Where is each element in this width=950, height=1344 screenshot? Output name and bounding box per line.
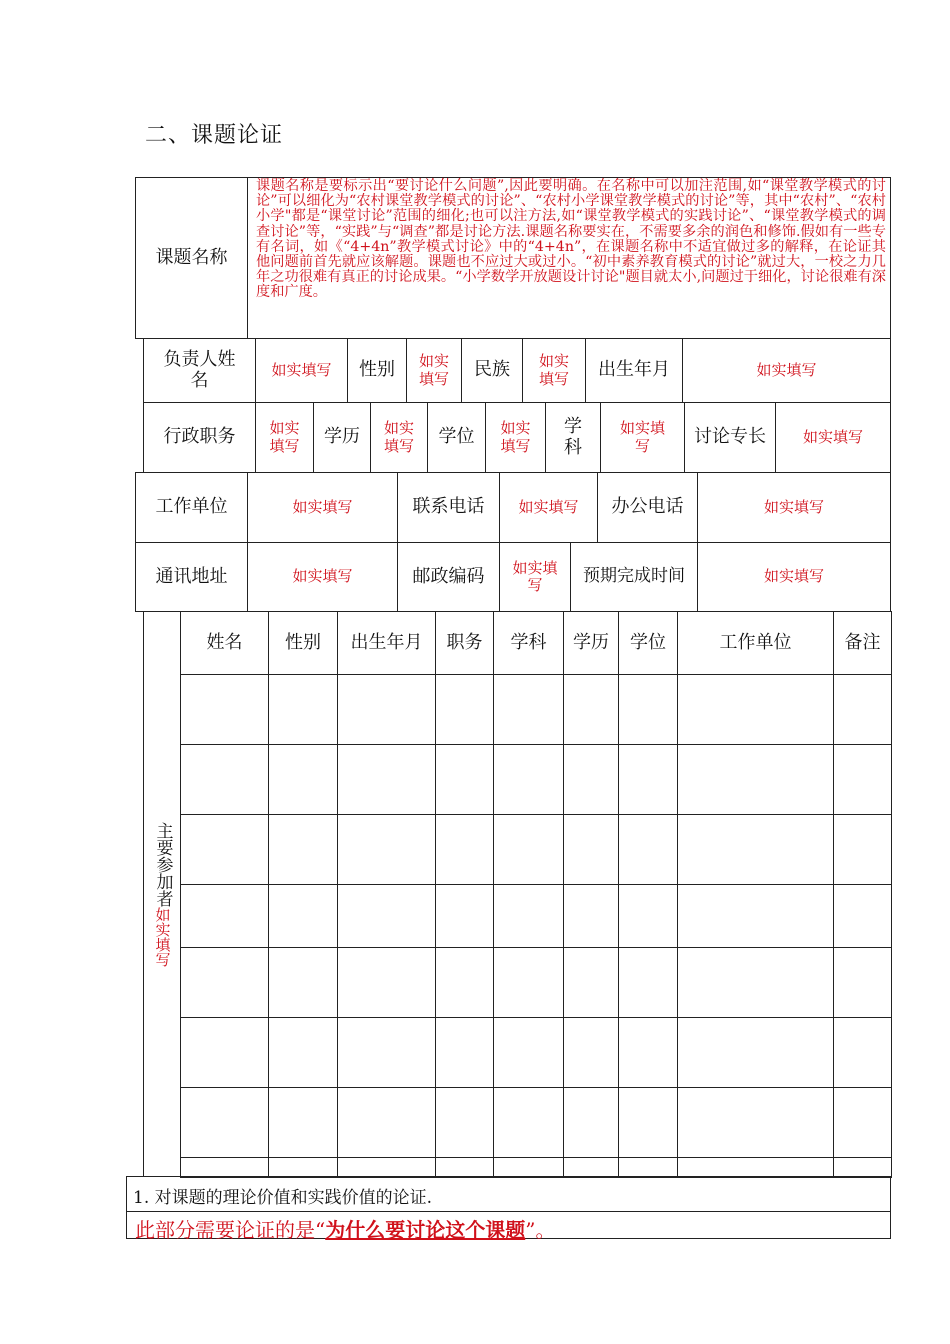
table-cell[interactable] [268, 744, 338, 815]
table-cell[interactable] [493, 884, 564, 948]
table-cell[interactable] [180, 947, 269, 1018]
table-cell[interactable] [268, 1017, 338, 1088]
column-header: 姓名 [180, 611, 269, 675]
table-cell[interactable] [435, 1087, 494, 1158]
table-cell[interactable] [268, 674, 338, 745]
expertise-label: 讨论专长 [684, 402, 776, 473]
table-cell[interactable] [180, 1157, 269, 1178]
column-header: 工作单位 [677, 611, 834, 675]
expected-completion-label: 预期完成时间 [570, 542, 698, 612]
column-header: 性别 [268, 611, 338, 675]
table-cell[interactable] [493, 674, 564, 745]
table-cell[interactable] [180, 884, 269, 948]
education-label: 学历 [313, 402, 371, 473]
table-cell[interactable] [493, 1087, 564, 1158]
table-cell[interactable] [563, 884, 619, 948]
gender-label: 性别 [347, 338, 407, 403]
table-cell[interactable] [833, 674, 892, 745]
table-cell[interactable] [180, 674, 269, 745]
table-cell[interactable] [435, 1157, 494, 1178]
table-cell[interactable] [833, 814, 892, 885]
degree-value[interactable]: 如实填写 [485, 402, 546, 473]
table-cell[interactable] [563, 1157, 619, 1178]
gender-value[interactable]: 如实填写 [406, 338, 462, 403]
section1-note-emphasis: 为什么要讨论这个课题 [325, 1218, 526, 1242]
section1-title: 1. 对课题的理论价值和实践价值的论证. [133, 1188, 433, 1208]
table-cell[interactable] [180, 744, 269, 815]
section1-note-prefix: 此部分需要论证的是“ [135, 1218, 326, 1242]
table-cell[interactable] [493, 744, 564, 815]
table-cell[interactable] [833, 1157, 892, 1178]
table-cell[interactable] [677, 884, 834, 948]
birth-value[interactable]: 如实填写 [682, 338, 891, 403]
table-cell[interactable] [337, 1157, 436, 1178]
table-cell[interactable] [563, 674, 619, 745]
subject-value[interactable]: 如实填写 [600, 402, 685, 473]
topic-description: 课题名称是要标示出“要讨论什么问题”,因此要明确。在名称中可以加注范围,如“课堂教学模式的讨论”可以细化为“农村课堂教学模式的讨论”、“农村小学课堂教学模式的讨论”等，其中“农村”、“农村小学"都是“课堂讨论”范围的细化;也可以注方法,如“课堂教学模式的实践讨论”、“课堂教学模式的调查讨论”等，“实践”与“调查”都是讨论方法.课题名称要实在，不需要多余的润色和修饰.假如有一些专有名词，如《“4+4n”教学模式讨论》中的“4+4n”，在课题名称中不适宜做过多的解释，在论证其他问题前首先就应该解题。课题也不应过大或过小。“初中素养教育模式的讨论”就过大，一校之力几年之功很难有真正的讨论成果。“小学数学开放题设计讨论"题目就太小,问题过于细化，讨论很难有深度和广度。 [247, 177, 891, 339]
table-cell[interactable] [435, 884, 494, 948]
ethnicity-value[interactable]: 如实填写 [522, 338, 586, 403]
leader-name-label: 负责人姓名 [143, 338, 256, 403]
address-value[interactable]: 如实填写 [247, 542, 398, 612]
table-cell[interactable] [435, 1017, 494, 1088]
table-cell[interactable] [435, 947, 494, 1018]
position-value[interactable]: 如实填写 [255, 402, 314, 473]
table-cell[interactable] [618, 947, 678, 1018]
table-cell[interactable] [618, 1087, 678, 1158]
table-cell[interactable] [435, 744, 494, 815]
table-cell[interactable] [493, 1157, 564, 1178]
expected-completion-value[interactable]: 如实填写 [697, 542, 891, 612]
office-phone-value[interactable]: 如实填写 [697, 472, 891, 543]
table-cell[interactable] [493, 947, 564, 1018]
table-cell[interactable] [618, 1017, 678, 1088]
table-cell[interactable] [337, 1017, 436, 1088]
table-cell[interactable] [677, 1017, 834, 1088]
address-label: 通讯地址 [135, 542, 248, 612]
table-cell[interactable] [833, 947, 892, 1018]
section1-box [126, 1176, 891, 1242]
table-cell[interactable] [618, 884, 678, 948]
workplace-label: 工作单位 [135, 472, 248, 543]
table-cell[interactable] [180, 1017, 269, 1088]
table-cell[interactable] [268, 814, 338, 885]
table-cell[interactable] [180, 1087, 269, 1158]
table-cell[interactable] [677, 674, 834, 745]
table-cell[interactable] [493, 814, 564, 885]
workplace-value[interactable]: 如实填写 [247, 472, 398, 543]
table-cell[interactable] [337, 744, 436, 815]
table-cell[interactable] [677, 1157, 834, 1178]
table-cell[interactable] [268, 1087, 338, 1158]
column-header: 备注 [833, 611, 892, 675]
table-cell[interactable] [337, 814, 436, 885]
topic-label: 课题名称 [135, 177, 248, 339]
table-cell[interactable] [677, 814, 834, 885]
participants-table [180, 611, 891, 1177]
participants-side-label: 主要参加者 [152, 821, 173, 907]
table-cell[interactable] [677, 744, 834, 815]
table-cell[interactable] [618, 814, 678, 885]
column-header: 出生年月 [337, 611, 436, 675]
table-cell[interactable] [268, 947, 338, 1018]
table-cell[interactable] [563, 1017, 619, 1088]
table-cell[interactable] [833, 1087, 892, 1158]
column-header: 学历 [563, 611, 619, 675]
participants-side-hint: 如实填写 [153, 906, 172, 967]
table-cell[interactable] [563, 1087, 619, 1158]
phone-value[interactable]: 如实填写 [499, 472, 598, 543]
table-cell[interactable] [337, 884, 436, 948]
table-cell[interactable] [337, 947, 436, 1018]
table-cell[interactable] [618, 744, 678, 815]
table-cell[interactable] [833, 884, 892, 948]
table-cell[interactable] [268, 1157, 338, 1178]
office-phone-label: 办公电话 [597, 472, 698, 543]
table-cell[interactable] [337, 674, 436, 745]
table-cell[interactable] [833, 744, 892, 815]
participants-side-cell [143, 611, 181, 1177]
table-cell[interactable] [268, 884, 338, 948]
section-title: 二、课题论证 [145, 123, 284, 148]
phone-label: 联系电话 [397, 472, 500, 543]
leader-name-value[interactable]: 如实填写 [255, 338, 348, 403]
expertise-value[interactable]: 如实填写 [775, 402, 891, 473]
table-cell[interactable] [180, 814, 269, 885]
table-cell[interactable] [563, 947, 619, 1018]
table-cell[interactable] [677, 1087, 834, 1158]
subject-label: 学科 [545, 402, 601, 473]
table-cell[interactable] [618, 1157, 678, 1178]
table-cell[interactable] [677, 947, 834, 1018]
postcode-value[interactable]: 如实填写 [499, 542, 571, 612]
degree-label: 学位 [427, 402, 486, 473]
education-value[interactable]: 如实填写 [370, 402, 428, 473]
birth-label: 出生年月 [585, 338, 683, 403]
table-cell[interactable] [563, 744, 619, 815]
table-cell[interactable] [563, 814, 619, 885]
table-cell[interactable] [435, 814, 494, 885]
table-cell[interactable] [833, 1017, 892, 1088]
postcode-label: 邮政编码 [397, 542, 500, 612]
position-label: 行政职务 [143, 402, 256, 473]
ethnicity-label: 民族 [461, 338, 523, 403]
table-cell[interactable] [337, 1087, 436, 1158]
column-header: 学科 [493, 611, 564, 675]
column-header: 职务 [435, 611, 494, 675]
table-cell[interactable] [493, 1017, 564, 1088]
table-cell[interactable] [618, 674, 678, 745]
section1-note-suffix: ”。 [525, 1218, 556, 1242]
column-header: 学位 [618, 611, 678, 675]
table-cell[interactable] [435, 674, 494, 745]
section1-note [135, 1214, 555, 1243]
